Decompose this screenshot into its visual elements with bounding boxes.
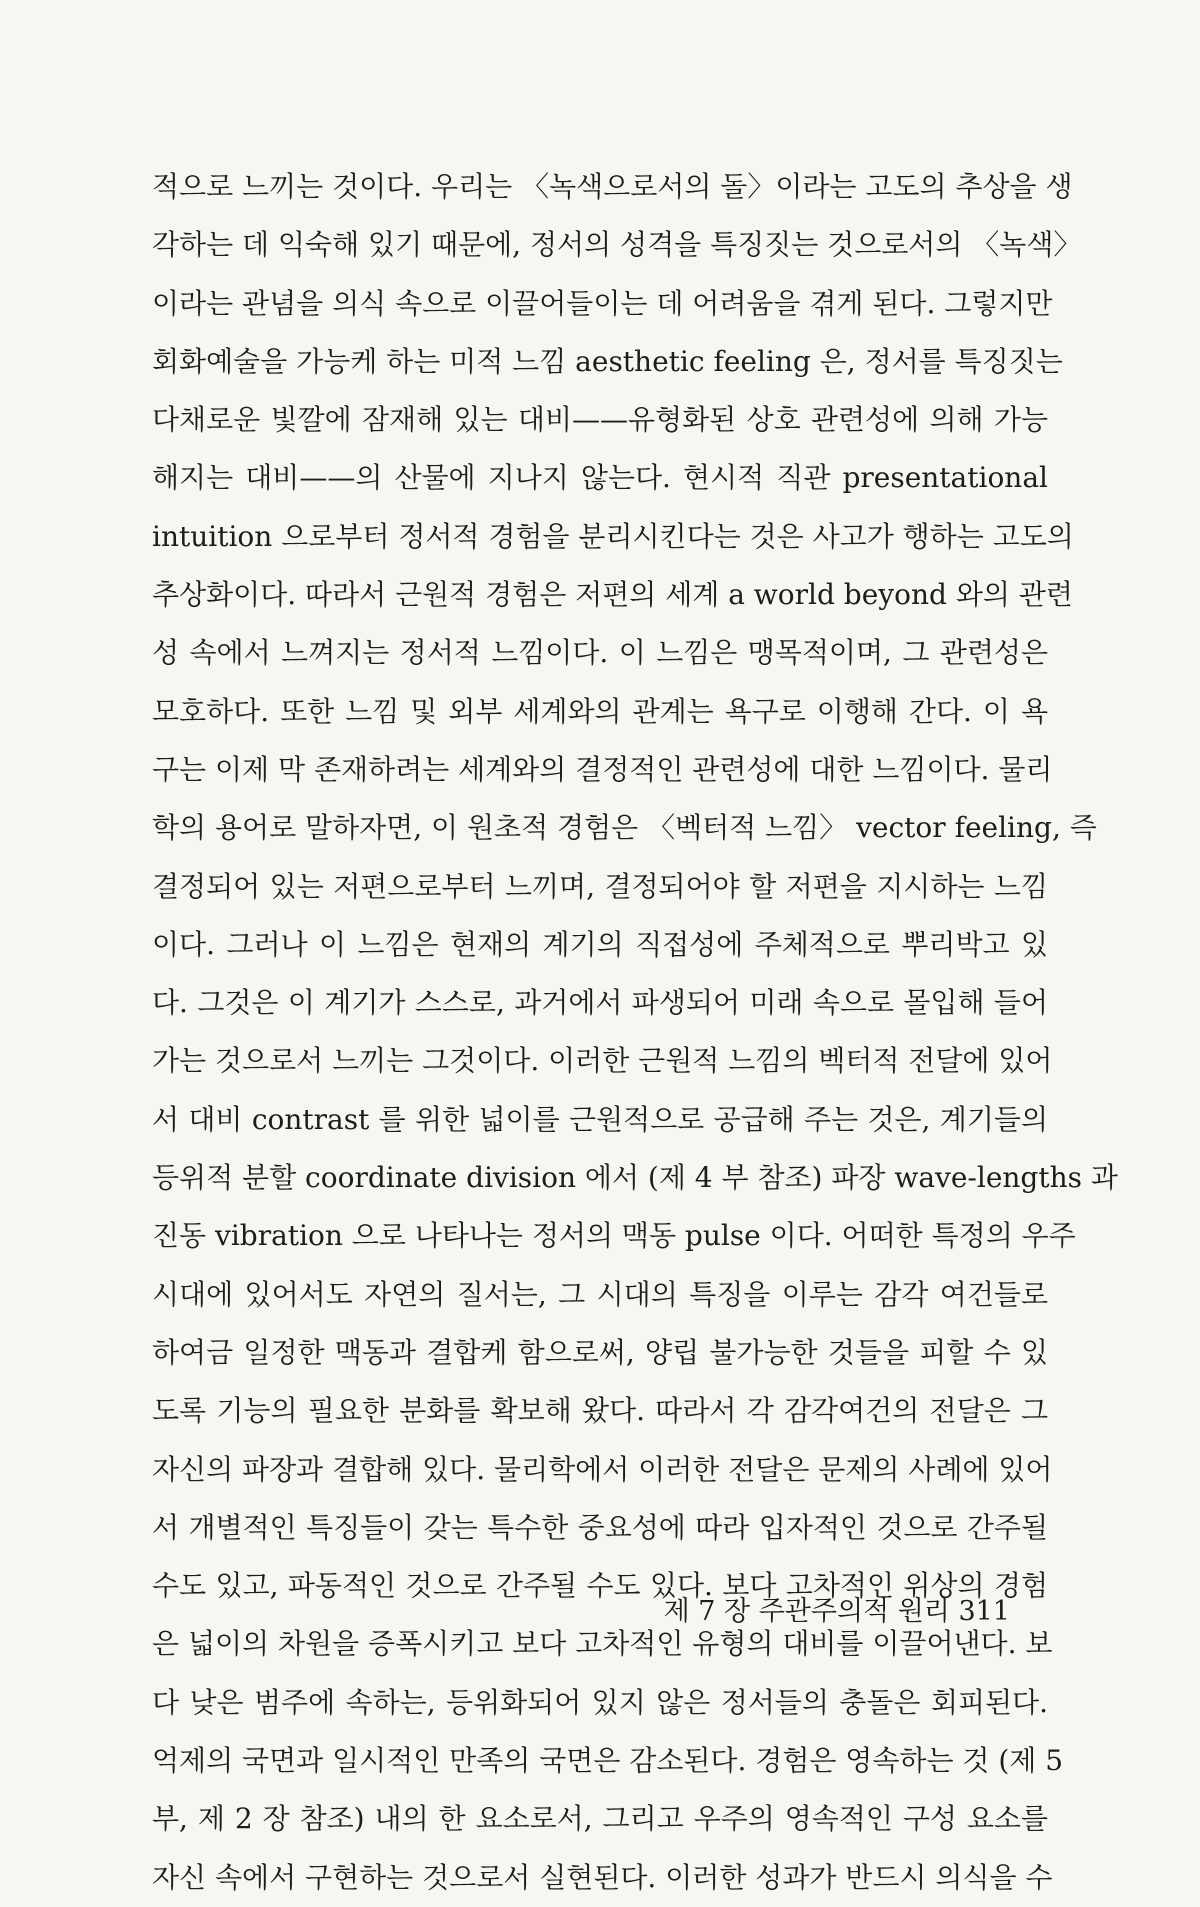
- text-line: 해지는 대비——의 산물에 지나지 않는다. 현시적 직관 presentational: [152, 461, 1048, 495]
- text-line: 결정되어 있는 저편으로부터 느끼며, 결정되어야 할 저편을 지시하는 느낌: [152, 869, 1048, 903]
- text-line: 하여금 일정한 맥동과 결합케 함으로써, 양립 불가능한 것들을 피할 수 있: [152, 1335, 1048, 1369]
- text-line: 자신 속에서 구현하는 것으로서 실현된다. 이러한 성과가 반드시 의식을 수: [152, 1860, 1053, 1894]
- text-line: 적으로 느끼는 것이다. 우리는 〈녹색으로서의 돌〉이라는 고도의 추상을 생: [152, 170, 1073, 203]
- text-line: 다. 그것은 이 계기가 스스로, 과거에서 파생되어 미래 속으로 몰입해 들어: [152, 986, 1048, 1020]
- text-line: 자신의 파장과 결합해 있다. 물리학에서 이러한 전달은 문제의 사례에 있어: [152, 1452, 1053, 1486]
- text-line: 진동 vibration 으로 나타나는 정서의 맥동 pulse 이다. 어떠한 특정의 우주: [152, 1219, 1076, 1253]
- text-line: 회화예술을 가능케 하는 미적 느낌 aesthetic feeling 은, 정서를 특징짓는: [152, 344, 1063, 378]
- text-line: 각하는 데 익숙해 있기 때문에, 정서의 성격을 특징짓는 것으로서의 〈녹색〉: [152, 228, 1082, 262]
- text-line: 서 개별적인 특징들이 갖는 특수한 중요성에 따라 입자적인 것으로 간주될: [152, 1510, 1048, 1544]
- text-line: 구는 이제 막 존재하려는 세계와의 결정적인 관련성에 대한 느낌이다. 물리: [152, 752, 1053, 786]
- text-line: 시대에 있어서도 자연의 질서는, 그 시대의 특징을 이루는 감각 여건들로: [152, 1277, 1048, 1311]
- text-line: 가는 것으로서 느끼는 그것이다. 이러한 근원적 느낌의 벡터적 전달에 있어: [152, 1044, 1053, 1078]
- text-line: 억제의 국면과 일시적인 만족의 국면은 감소된다. 경험은 영속하는 것 (제 5: [152, 1744, 1064, 1778]
- text-line: 모호하다. 또한 느낌 및 외부 세계와의 관계는 욕구로 이행해 간다. 이 욕: [152, 694, 1048, 728]
- text-line: 성 속에서 느껴지는 정서적 느낌이다. 이 느낌은 맹목적이며, 그 관련성은: [152, 636, 1048, 670]
- text-line: 추상화이다. 따라서 근원적 경험은 저편의 세계 a world beyond 와의 관련: [152, 578, 1073, 612]
- text-line: 부, 제 2 장 참조) 내의 한 요소로서, 그리고 우주의 영속적인 구성 요소를: [152, 1802, 1048, 1836]
- page-footer: 제 7 장 주관주의적 원리 311: [663, 1596, 1010, 1627]
- text-line: 이다. 그러나 이 느낌은 현재의 계기의 직접성에 주체적으로 뿌리박고 있: [152, 927, 1048, 961]
- text-line: 등위적 분할 coordinate division 에서 (제 4 부 참조) 파장 wave-lengths 과: [152, 1161, 1118, 1195]
- text-line: 도록 기능의 필요한 분화를 확보해 왔다. 따라서 각 감각여건의 전달은 그: [152, 1394, 1048, 1428]
- text-line: 학의 용어로 말하자면, 이 원초적 경험은 〈벡터적 느낌〉 vector feeling, 즉: [152, 811, 1097, 845]
- text-line: intuition 으로부터 정서적 경험을 분리시킨다는 것은 사고가 행하는 고도의: [152, 519, 1074, 553]
- text-line: 다채로운 빛깔에 잠재해 있는 대비——유형화된 상호 관련성에 의해 가능: [152, 403, 1048, 437]
- text-line: 다 낮은 범주에 속하는, 등위화되어 있지 않은 정서들의 충돌은 회피된다.: [152, 1685, 1048, 1719]
- text-line: 서 대비 contrast 를 위한 넓이를 근원적으로 공급해 주는 것은, 계기들의: [152, 1102, 1048, 1136]
- text-line: 은 넓이의 차원을 증폭시키고 보다 고차적인 유형의 대비를 이끌어낸다. 보: [152, 1627, 1053, 1661]
- text-line: 수도 있고, 파동적인 것으로 간주될 수도 있다. 보다 고차적인 위상의 경험: [152, 1569, 1048, 1603]
- text-line: 이라는 관념을 의식 속으로 이끌어들이는 데 어려움을 겪게 된다. 그렇지만: [152, 286, 1053, 320]
- body-text: [152, 158, 1118, 1907]
